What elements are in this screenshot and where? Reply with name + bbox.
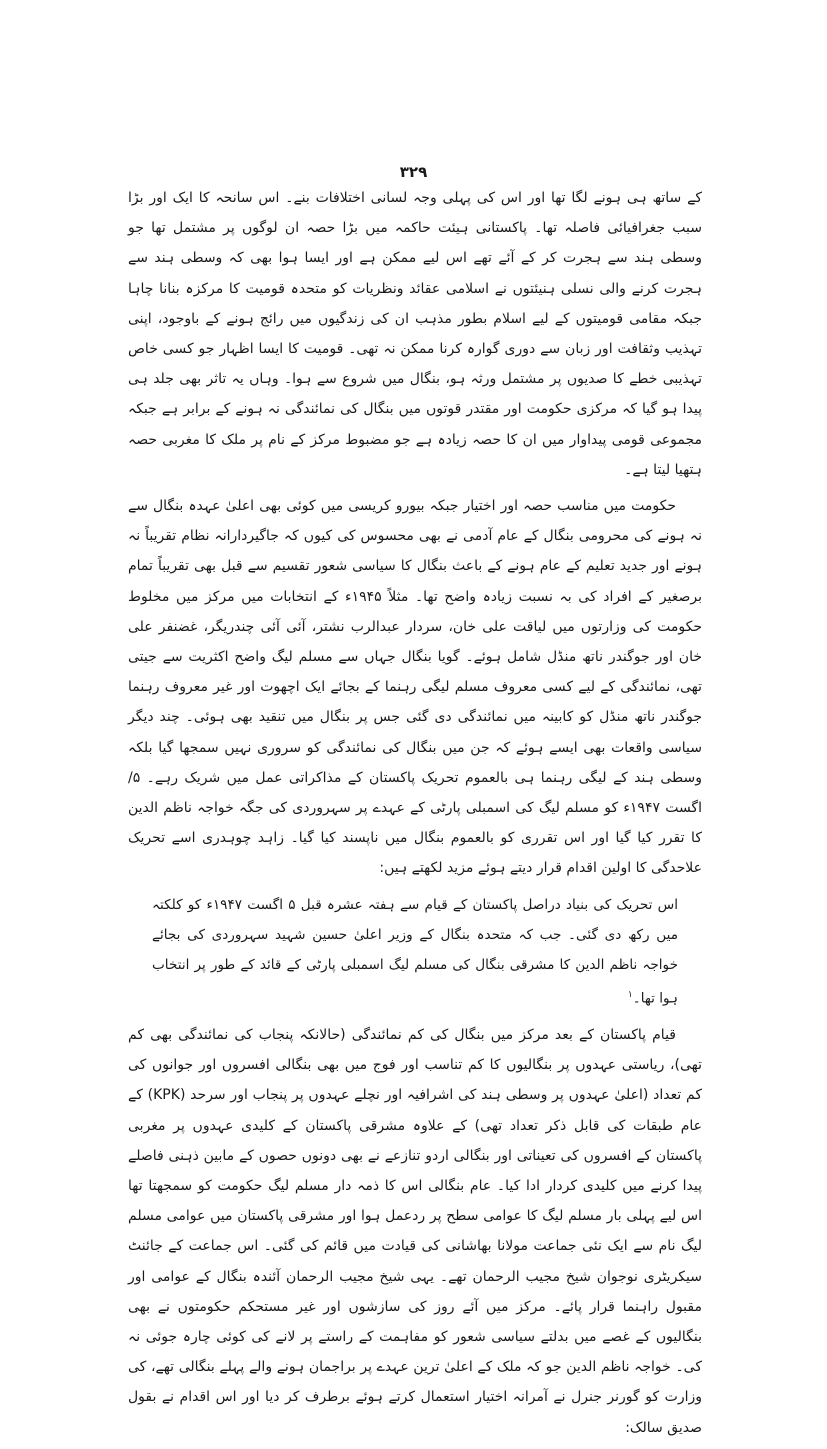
paragraph-2: حکومت میں مناسب حصہ اور اختیار جبکہ بیورو کریسی میں کوئی بھی اعلیٰ عہدہ بنگال سے نہ ہونے کی محرومی بنگال کے عام آدمی نے بھی محسوس کی کیوں کہ جاگیردارانہ نظام تقریباً نہ ہونے اور جدید تعلیم کے عام ہونے کے باعث بنگال کا سیاسی شعور تقسیم سے قبل بھی تقریباً تمام برصغیر کے افراد کی بہ نسبت زیادہ واضح تھا۔ مثلاً ۱۹۴۵ء کے انتخابات میں مرکز میں مخلوط حکومت کی وزارتوں میں لیاقت علی خان، سردار عبدالرب نشتر، آئی آئی چندریگر، غضنفر علی خان اور جوگندر ناتھ منڈل شامل ہوئے۔ گویا بنگال جہاں سے مسلم لیگ واضح اکثریت سے جیتی تھی، نمائندگی کے لیے کسی معروف مسلم لیگی رہنما کے بجائے ایک اچھوت اور غیر معروف رہنما جوگندر ناتھ منڈل کو کابینہ میں نمائندگی دی گئی جس پر بنگال میں تنقید بھی ہوئی۔ چند دیگر سیاسی واقعات بھی ایسے ہوئے کہ جن میں بنگال کی نمائندگی کو سروری نہیں سمجھا گیا بلکہ وسطی ہند کے لیگی رہنما ہی بالعموم تحریک پاکستان کے مذاکراتی عمل میں شریک رہے۔ ۵/اگست ۱۹۴۷ء کو مسلم لیگ کی اسمبلی پارٹی کے عہدے پر سہروردی کی جگہ خواجہ ناظم الدین کا تقرر کیا گیا اور اس تقرری کو بالعموم بنگال میں ناپسند کیا گیا۔ زاہد چوہدری اسے تحریک علاحدگی کا اولین اقدام قرار دیتے ہوئے مزید لکھتے ہیں:: [128, 498, 702, 877]
footnote-marker: ۱: [627, 990, 633, 1001]
body-text: [128, 183, 702, 1449]
paragraph-3: قیام پاکستان کے بعد مرکز میں بنگال کی کم نمائندگی (حالانکہ پنجاب کی نمائندگی بھی کم تھی)، ریاستی عہدوں پر بنگالیوں کا کم تناسب اور فوج میں بھی بنگالی افسروں اور جوانوں کی کم تعداد (اعلیٰ عہدوں پر وسطی ہند کی اشرافیہ اور نچلے عہدوں پر پنجاب اور سرحد (KPK) کے عام طبقات کی قابل ذکر تعداد تھی) کے علاوہ مشرقی پاکستان کے کلیدی عہدوں پر مغربی پاکستان کے افسروں کی تعیناتی اور بنگالی اردو تنازعے نے بھی دونوں حصوں کے مابین ذہنی فاصلے پیدا کرنے میں کلیدی کردار ادا کیا۔ عام بنگالی اس کا ذمہ دار مسلم لیگ حکومت کو سمجھتا تھا اس لیے پہلی بار مسلم لیگ کا عوامی سطح پر ردعمل ہوا اور مشرقی پاکستان میں عوامی مسلم لیگ نام سے ایک نئی جماعت مولانا بھاشانی کی قیادت میں قائم کی گئی۔ اس جماعت کے جائنٹ سیکریٹری نوجوان شیخ مجیب الرحمان تھے۔ یہی شیخ مجیب الرحمان آئندہ بنگال کے عوامی اور مقبول راہنما قرار پائے۔ مرکز میں آئے روز کی سازشوں اور غیر مستحکم حکومتوں نے بھی بنگالیوں کے غصے میں بدلتے سیاسی شعور کو مفاہمت کے راستے پر لانے کی کوئی چارہ جوئی نہ کی۔ خواجہ ناظم الدین جو کہ ملک کے اعلیٰ ترین عہدے پر براجمان ہونے والے پہلے بنگالی تھے، کی وزارت کو گورنر جنرل نے آمرانہ اختیار استعمال کرتے ہوئے برطرف کر دیا اور اس اقدام نے بقول صدیق سالک:: [128, 1027, 703, 1436]
block-quote: [152, 890, 678, 1014]
quote-text: اس تحریک کی بنیاد دراصل پاکستان کے قیام سے ہفتہ عشرہ قبل ۵ اگست ۱۹۴۷ء کو کلکتہ میں رکھ دی گئی۔ جب کہ متحدہ بنگال کے وزیر اعلیٰ حسین شہید سہروردی کی بجائے خواجہ ناظم الدین کا مشرقی بنگال کی مسلم لیگ اسمبلی پارٹی کے قائد کے طور پر انتخاب ہوا تھا۔: [152, 896, 678, 1007]
paragraph-1: کے ساتھ ہی ہونے لگا تھا اور اس کی پہلی وجہ لسانی اختلافات بنے۔ اس سانحہ کا ایک اور بڑا سبب جغرافیائی فاصلہ تھا۔ پاکستانی ہیئت حاکمہ میں بڑا حصہ ان لوگوں پر مشتمل تھا جو وسطی ہند سے ہجرت کر کے آئے تھے اس لیے ممکن ہے اور ایسا ہوا بھی کہ وسطی ہند سے ہجرت کرنے والی نسلی ہنیئتوں نے اسلامی عقائد ونظریات کو متحدہ قومیت کا مرکزہ بنانا چاہا جبکہ مقامی قومیتوں کے لیے اسلام بطور مذہب ان کی زندگیوں میں رائج ہونے کے باوجود، اپنی تہذیب وثقافت اور زبان سے دوری گوارہ کرنا ممکن نہ تھی۔ قومیت کا ایسا اظہار جو کسی خاص تہذیبی خطے کا صدیوں پر مشتمل ورثہ ہو، بنگال میں شروع سے ہوا۔ وہاں یہ تاثر بھی جلد ہی پیدا ہو گیا کہ مرکزی حکومت اور مقتدر قوتوں میں بنگال کی نمائندگی نہ ہونے کے برابر ہے جبکہ مجموعی قومی پیداوار میں ان کا حصہ زیادہ ہے جو مضبوط مرکز کے نام پر ملک کا مغربی حصہ ہتھیا لیتا ہے۔: [128, 190, 702, 478]
page-number: ۳۲۹: [399, 163, 428, 181]
